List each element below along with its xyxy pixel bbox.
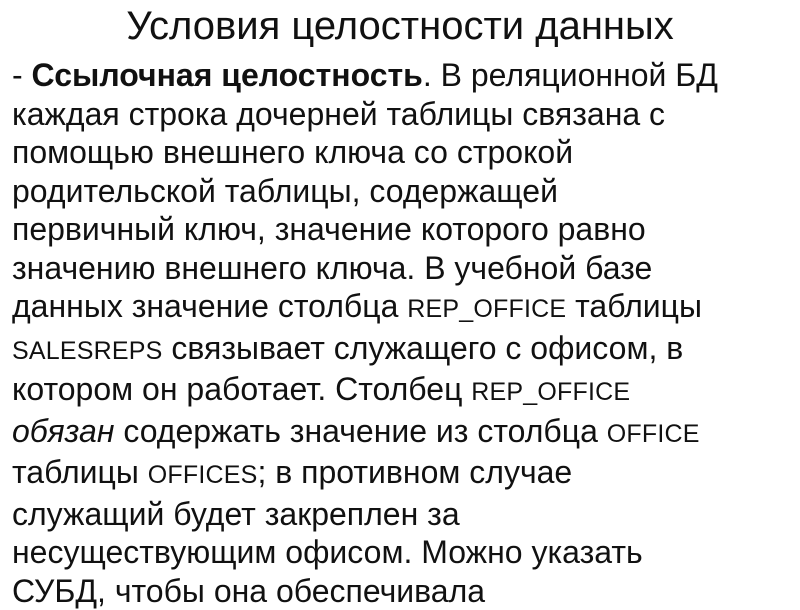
code-rep-office: REP_OFFICE bbox=[471, 378, 630, 406]
list-dash: - bbox=[12, 57, 32, 93]
text-line-9 bbox=[12, 370, 788, 412]
text-line-4: родительской таблицы, содержащей bbox=[12, 172, 788, 211]
slide-title: Условия целостности данных bbox=[0, 2, 800, 50]
text-segment: . В реляционной БД bbox=[423, 57, 718, 93]
text-line-13: несуществующим офисом. Можно указать bbox=[12, 533, 788, 572]
text-line-7 bbox=[12, 287, 788, 329]
text-line-12: служащий будет закреплен за bbox=[12, 495, 788, 534]
text-segment: связывает служащего с офисом, в bbox=[162, 330, 683, 366]
text-segment: содержать значение из столбца bbox=[114, 413, 606, 449]
text-line-3: помощью внешнего ключа со строкой bbox=[12, 133, 788, 172]
text-line-11 bbox=[12, 453, 788, 495]
text-line-5: первичный ключ, значение которого равно bbox=[12, 210, 788, 249]
code-offices: OFFICES bbox=[148, 461, 258, 489]
text-line-1 bbox=[12, 56, 788, 95]
text-segment: ; в противном случае bbox=[258, 454, 573, 490]
text-line-14: СУБД, чтобы она обеспечивала bbox=[12, 572, 788, 610]
text-line-2: каждая строка дочерней таблицы связана с bbox=[12, 95, 788, 134]
text-line-6: значению внешнего ключа. В учебной базе bbox=[12, 249, 788, 288]
body-paragraph bbox=[12, 56, 788, 610]
text-segment: данных значение столбца bbox=[12, 288, 407, 324]
term-referential-integrity: Ссылочная целостность bbox=[32, 57, 423, 93]
emphasis-obliged: обязан bbox=[12, 413, 114, 449]
text-segment: таблицы bbox=[566, 288, 702, 324]
code-rep-office: REP_OFFICE bbox=[407, 295, 566, 323]
code-salesreps: SALESREPS bbox=[12, 337, 162, 365]
text-segment: таблицы bbox=[12, 454, 148, 490]
code-office: OFFICE bbox=[607, 420, 700, 448]
text-line-10 bbox=[12, 412, 788, 454]
text-segment: котором он работает. Столбец bbox=[12, 371, 471, 407]
text-line-8 bbox=[12, 329, 788, 371]
